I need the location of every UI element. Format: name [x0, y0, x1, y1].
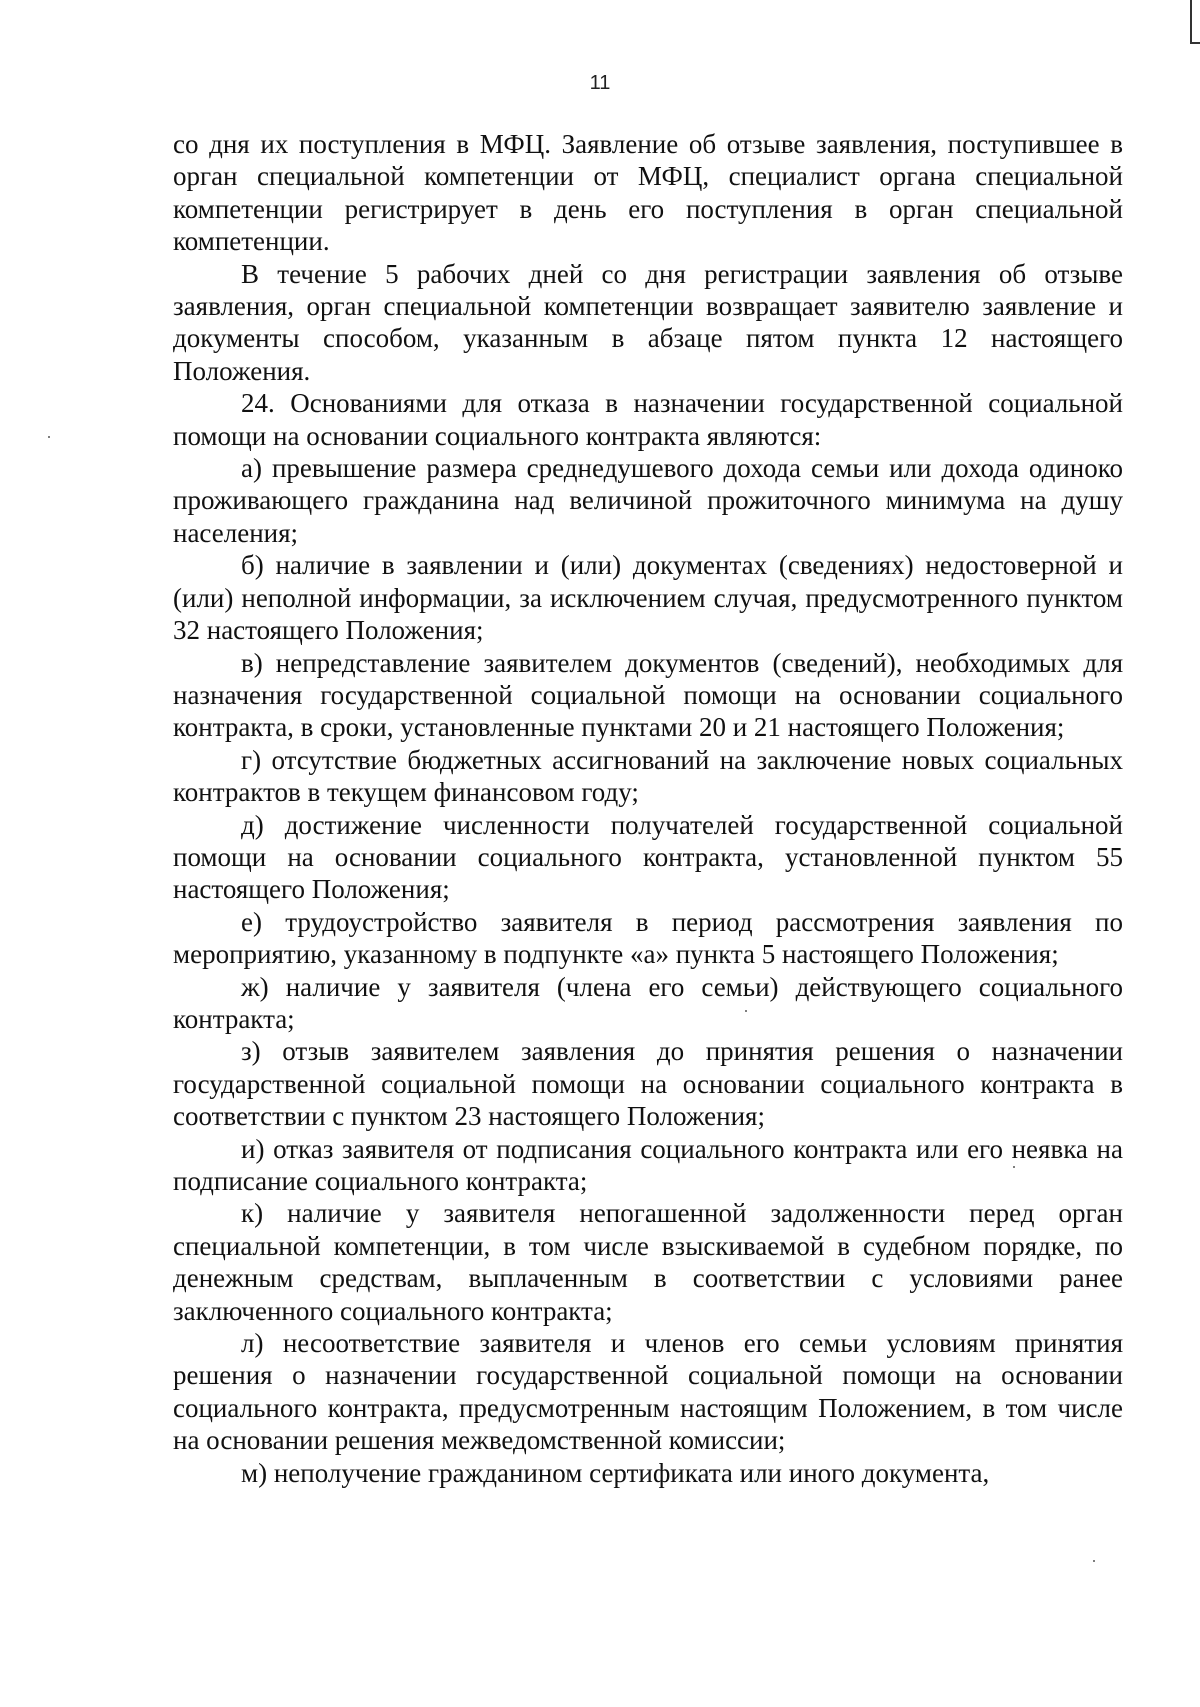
scan-speck [48, 436, 50, 438]
scan-edge-mark [1190, 0, 1200, 44]
list-item-l: л) несоответствие заявителя и членов его семьи условиям принятия решения о назначении государственной социальной помощи на основании социального контракта, предусмотренным настоящим Положением, в том числе на основании решения межведомственной комиссии; [173, 1328, 1123, 1456]
list-item-zh: ж) наличие у заявителя (члена его семьи) действующего социального контракта; [173, 971, 1123, 1034]
list-item-m: м) неполучение гражданином сертификата или иного документа, [241, 1457, 990, 1488]
list-item-k: к) наличие у заявителя непогашенной задолженности перед орган специальной компетенции, в том числе взыскиваемой в судебном порядке, по денежным средствам, выплаченным в соответствии с условиями ранее заключенного социального контракта; [173, 1198, 1123, 1326]
page-number: 11 [589, 72, 611, 94]
list-item-i: и) отказ заявителя от подписания социального контракта или его неявка на подписание социального контракта; [173, 1133, 1123, 1196]
paragraph-item-24-heading: 24. Основаниями для отказа в назначении государственной социальной помощи на основании социального контракта являются: [173, 388, 1123, 451]
list-item-b: б) наличие в заявлении и (или) документах (сведениях) недостоверной и (или) неполной информации, за исключением случая, предусмотренного пунктом 32 настоящего Положения; [173, 550, 1123, 646]
scan-speck [1013, 1166, 1015, 1168]
list-item-e: е) трудоустройство заявителя в период рассмотрения заявления по мероприятию, указанному в подпункте «а» пункта 5 настоящего Положения; [173, 906, 1123, 970]
list-item-a: а) превышение размера среднедушевого дохода семьи или дохода одиноко проживающего гражданина над величиной прожиточного минимума на душу населения; [173, 453, 1123, 548]
list-item-v: в) непредставление заявителем документов (сведений), необходимых для назначения государственной социальной помощи на основании социального контракта, в сроки, установленные пунктами 20 и 21 настоящего Положения; [173, 647, 1123, 743]
list-item-d: д) достижение численности получателей государственной социальной помощи на основании социального контракта, установленной пунктом 55 настоящего Положения; [173, 809, 1123, 905]
scan-speck [1093, 1560, 1095, 1562]
scan-speck [745, 1010, 747, 1012]
document-body [173, 128, 1123, 1489]
paragraph-continuation: со дня их поступления в МФЦ. Заявление об отзыве заявления, поступившее в орган специальной компетенции от МФЦ, специалист органа специальной компетенции регистрирует в день его поступления в орган специальной компетенции. [173, 129, 1123, 257]
paragraph-return-documents: В течение 5 рабочих дней со дня регистрации заявления об отзыве заявления, орган специальной компетенции возвращает заявителю заявление и документы способом, указанным в абзаце пятом пункта 12 настоящего Положения. [173, 258, 1123, 386]
list-item-z: з) отзыв заявителем заявления до принятия решения о назначении государственной социальной помощи на основании социального контракта в соответствии с пунктом 23 настоящего Положения; [173, 1036, 1123, 1132]
list-item-g: г) отсутствие бюджетных ассигнований на заключение новых социальных контрактов в текущем финансовом году; [173, 744, 1123, 808]
